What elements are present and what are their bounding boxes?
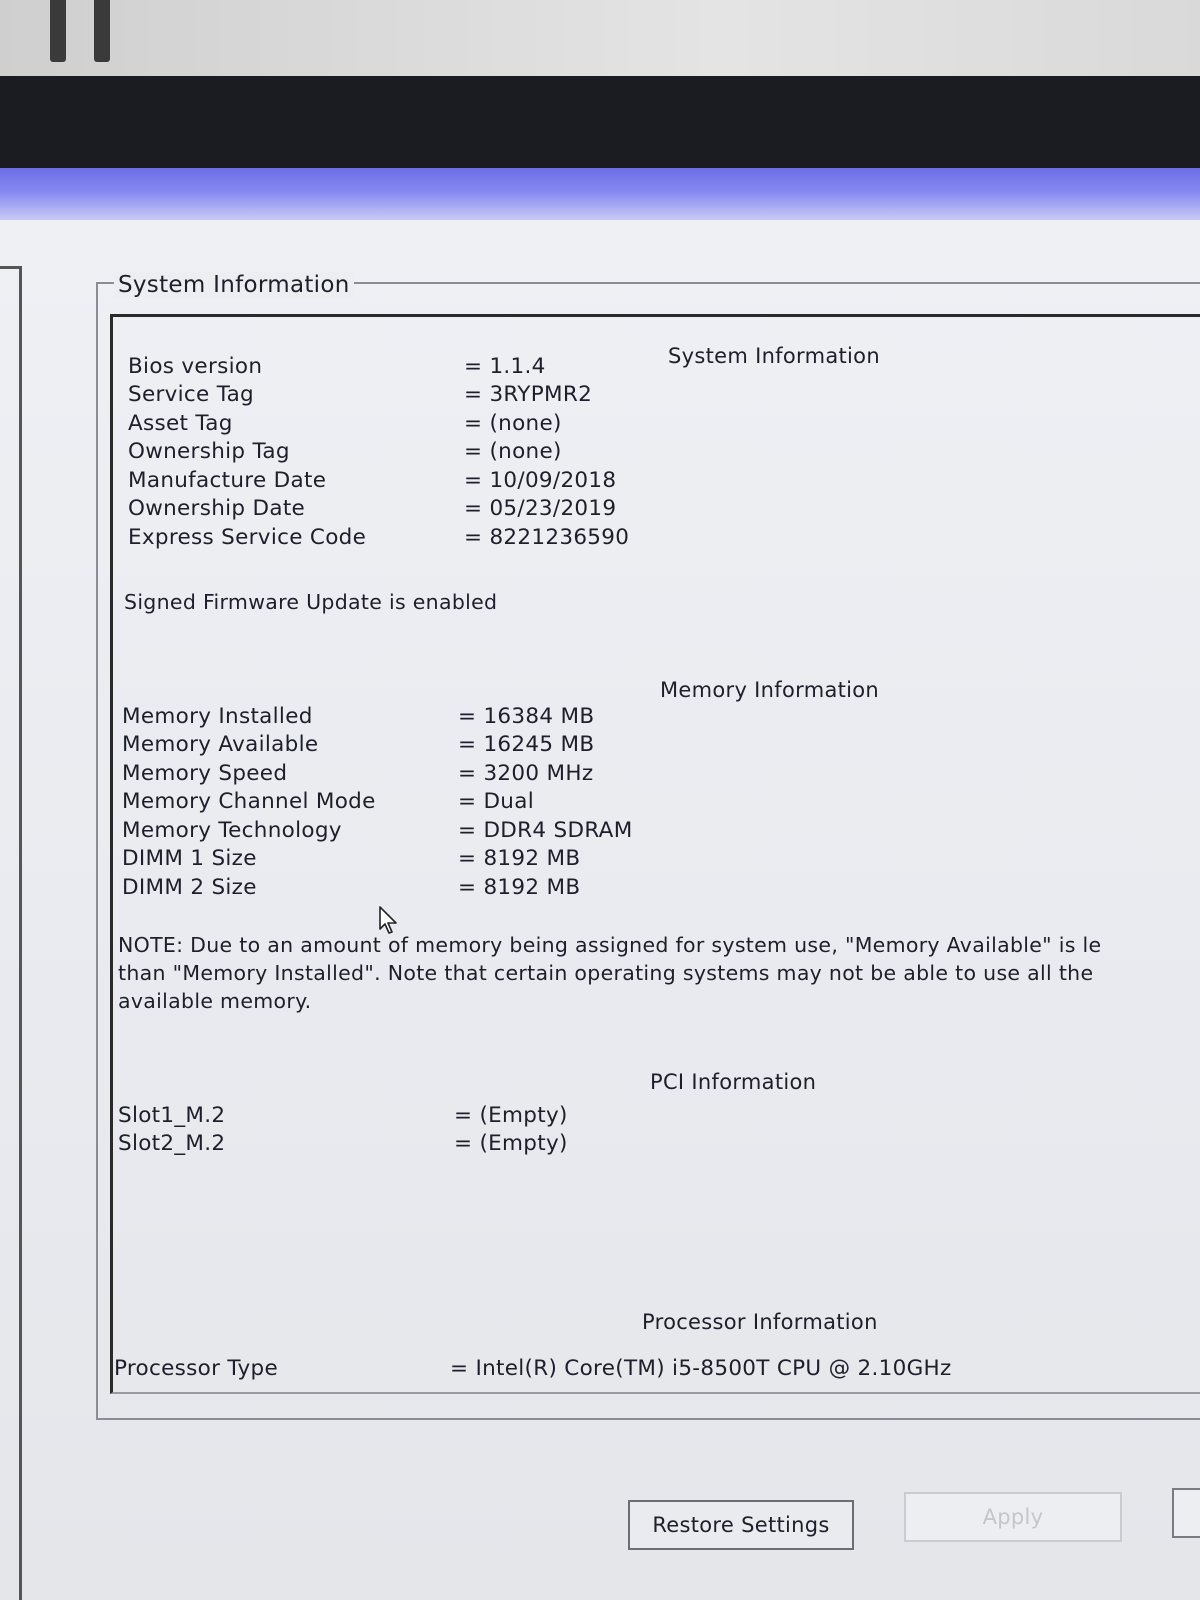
row-label: Ownership Tag — [128, 439, 290, 465]
pci-info-heading: PCI Information — [650, 1070, 817, 1094]
memory-note — [118, 931, 1101, 1015]
row-value: = Dual — [458, 789, 534, 815]
row-label: Bios version — [128, 353, 263, 379]
row-value: = 8192 MB — [458, 846, 581, 872]
row-value: = 16384 MB — [458, 703, 595, 729]
pci-info-row — [118, 1101, 568, 1130]
row-label: Processor Type — [114, 1355, 278, 1381]
row-label: Slot1_M.2 — [118, 1102, 226, 1128]
row-value: = (Empty) — [454, 1131, 568, 1157]
memory-info-row — [122, 845, 633, 874]
row-value: = DDR4 SDRAM — [458, 817, 633, 843]
row-value: = (none) — [464, 410, 562, 436]
memory-info-row — [122, 731, 633, 760]
row-label: Memory Speed — [122, 760, 288, 786]
restore-settings-button[interactable]: Restore Settings — [628, 1500, 854, 1550]
memory-note-line: than "Memory Installed". Note that certain operating systems may not be able to use all the — [118, 961, 1094, 985]
system-info-row — [128, 523, 629, 552]
memory-info-heading: Memory Information — [660, 678, 880, 702]
row-value: = 8192 MB — [458, 874, 581, 900]
system-info-list — [128, 352, 629, 552]
wall-background — [0, 0, 1200, 80]
row-label: Memory Channel Mode — [122, 789, 376, 815]
row-value: = (Empty) — [454, 1102, 568, 1128]
row-label: Manufacture Date — [128, 467, 327, 493]
row-label: Memory Technology — [122, 817, 342, 843]
row-value: = 1.1.4 — [464, 353, 546, 379]
wall-mark — [50, 0, 66, 62]
system-info-row — [128, 409, 629, 438]
mouse-pointer-icon — [378, 905, 400, 935]
processor-info-heading: Processor Information — [642, 1310, 878, 1334]
row-label: Service Tag — [128, 382, 254, 408]
memory-info-row — [122, 702, 633, 731]
row-value: = (none) — [464, 439, 562, 465]
row-label: DIMM 2 Size — [122, 874, 257, 900]
system-info-row — [128, 352, 629, 381]
system-info-heading: System Information — [668, 344, 880, 368]
row-label: Ownership Date — [128, 496, 306, 522]
signed-firmware-status: Signed Firmware Update is enabled — [124, 590, 498, 614]
memory-info-row — [122, 788, 633, 817]
memory-info-row — [122, 816, 633, 845]
memory-info-row — [122, 759, 633, 788]
row-label: Memory Available — [122, 732, 319, 758]
row-value: = 8221236590 — [464, 524, 630, 550]
apply-button[interactable]: Apply — [904, 1492, 1122, 1542]
memory-info-list — [122, 702, 633, 902]
pci-info-row — [118, 1130, 568, 1159]
system-info-row — [128, 381, 629, 410]
memory-note-line: available memory. — [118, 989, 312, 1013]
row-value: = Intel(R) Core(TM) i5-8500T CPU @ 2.10GHz — [450, 1355, 952, 1381]
left-panel-edge — [0, 266, 22, 1600]
row-value: = 3200 MHz — [458, 760, 594, 786]
processor-info-list — [114, 1354, 952, 1383]
row-value: = 10/09/2018 — [464, 467, 617, 493]
pci-info-list — [118, 1101, 568, 1158]
row-value: = 16245 MB — [458, 732, 595, 758]
window-title-bar — [0, 168, 1200, 220]
row-label: Asset Tag — [128, 410, 233, 436]
group-title: System Information — [114, 272, 354, 298]
memory-info-row — [122, 873, 633, 902]
processor-info-row — [114, 1354, 952, 1383]
row-value: = 3RYPMR2 — [464, 382, 593, 408]
row-label: DIMM 1 Size — [122, 846, 257, 872]
row-value: = 05/23/2019 — [464, 496, 617, 522]
system-info-row — [128, 466, 629, 495]
next-button[interactable] — [1172, 1488, 1200, 1538]
wall-mark — [94, 0, 110, 62]
row-label: Express Service Code — [128, 524, 367, 550]
system-info-row — [128, 495, 629, 524]
monitor-bezel — [0, 76, 1200, 172]
row-label: Memory Installed — [122, 703, 313, 729]
system-info-row — [128, 438, 629, 467]
memory-note-line: NOTE: Due to an amount of memory being assigned for system use, "Memory Available" is le — [118, 933, 1102, 957]
row-label: Slot2_M.2 — [118, 1131, 226, 1157]
